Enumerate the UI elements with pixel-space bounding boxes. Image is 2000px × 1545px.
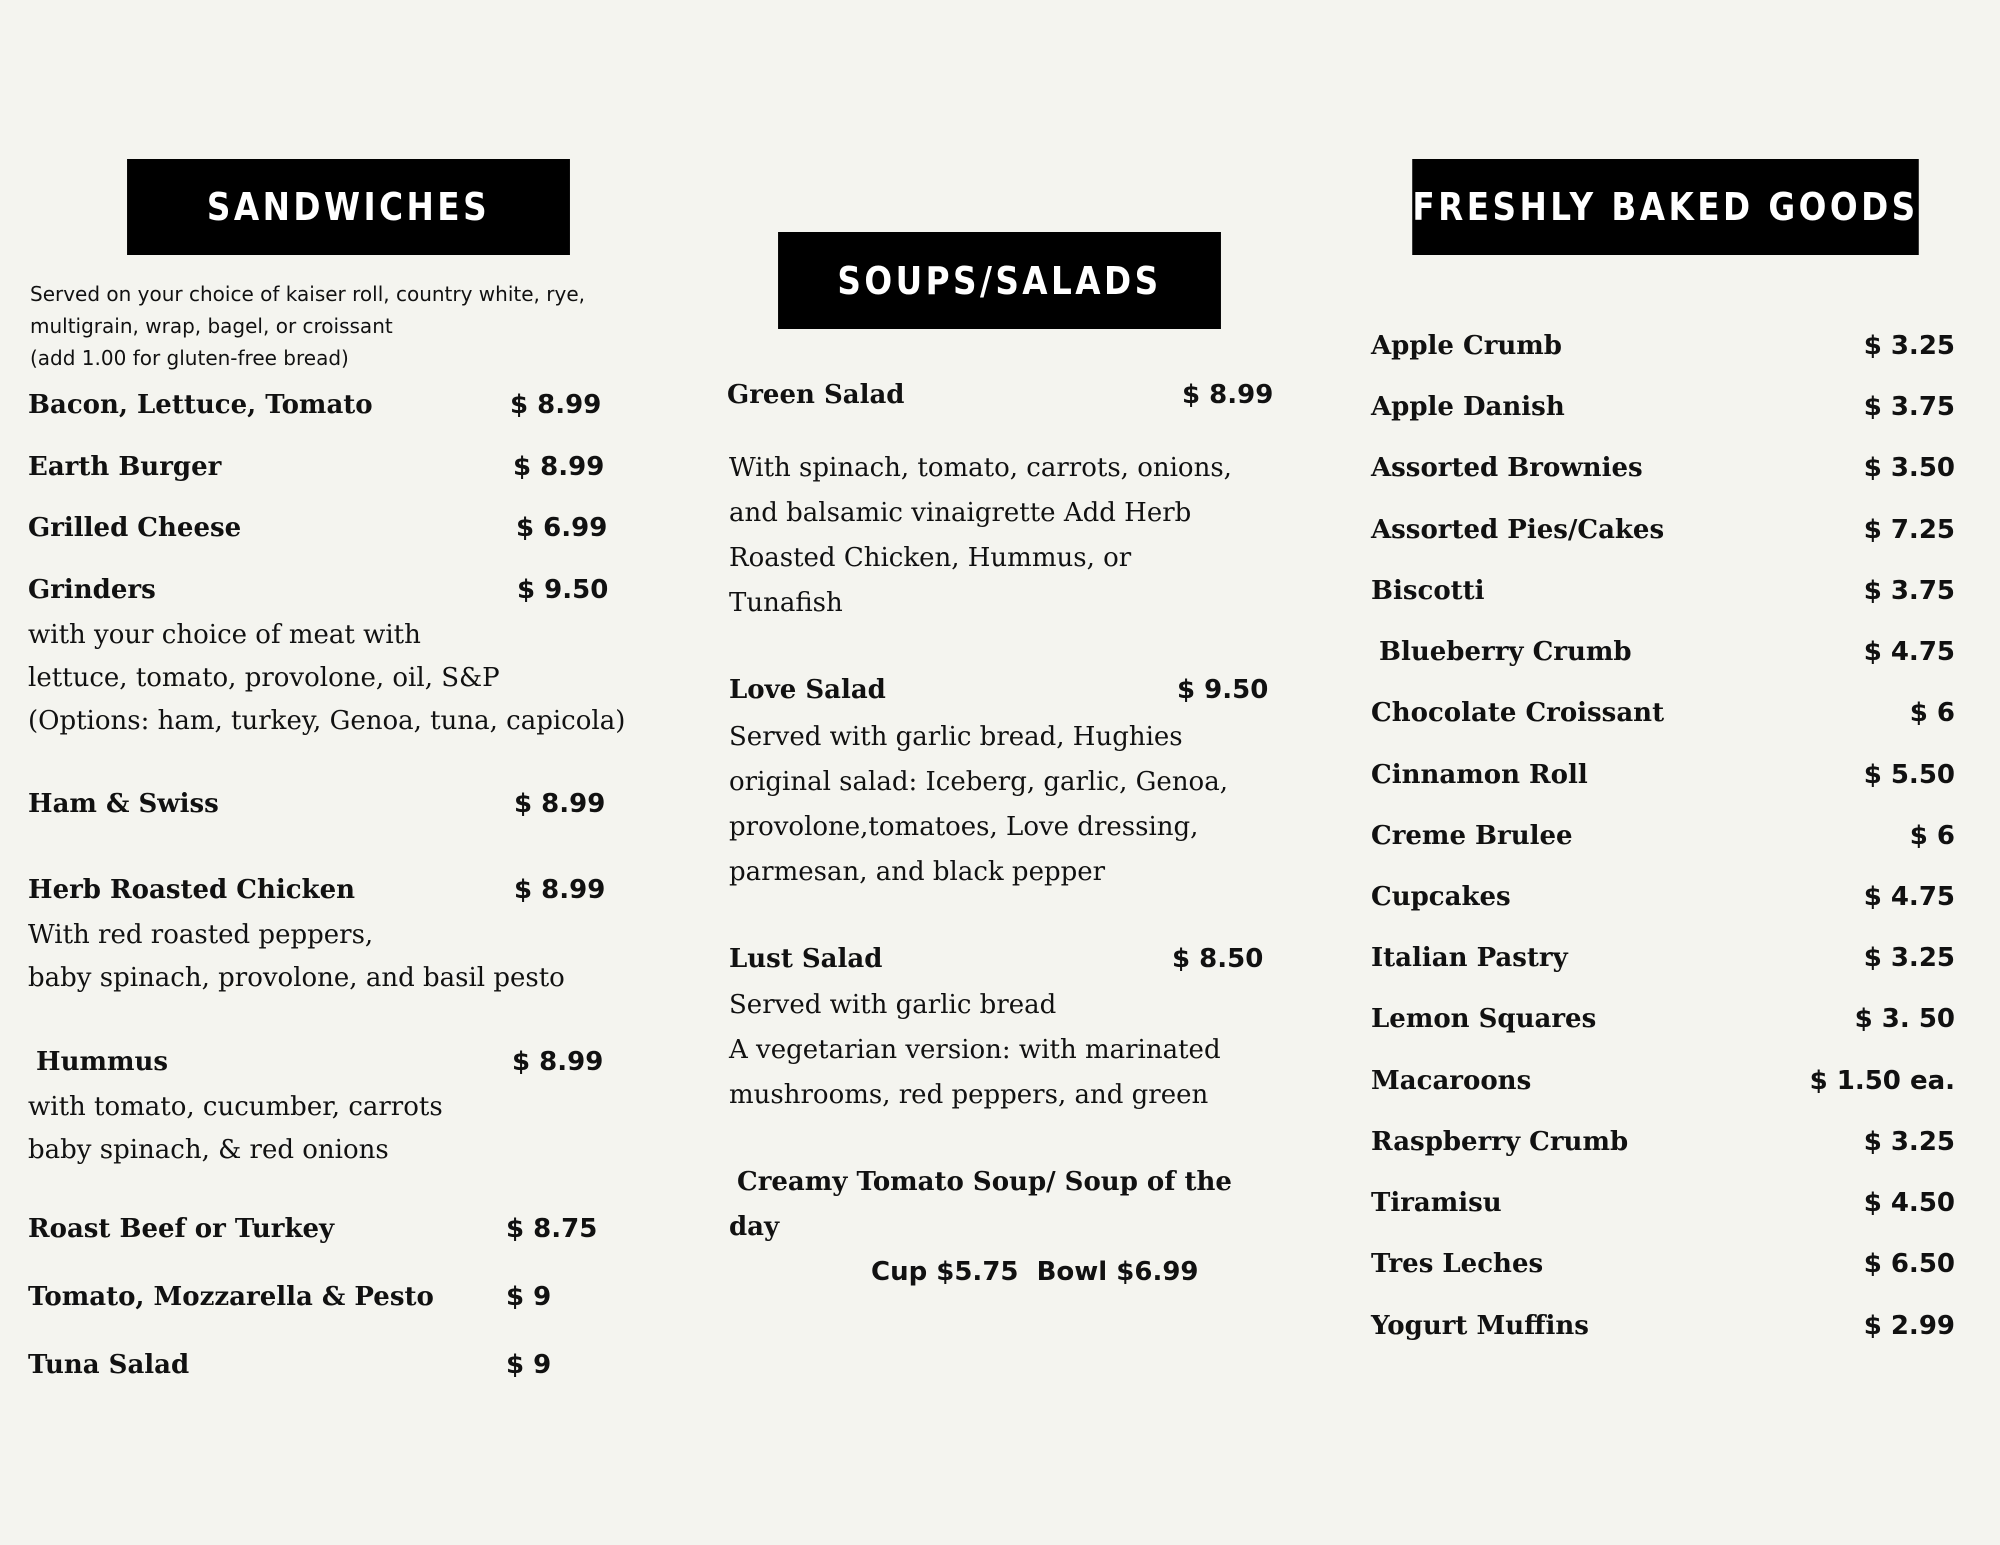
item-price: $ 8.99 <box>514 789 606 819</box>
item-price: $ 8.99 <box>512 1047 604 1077</box>
item-name: Raspberry Crumb <box>1371 1127 1629 1157</box>
item-description: With red roasted peppers, baby spinach, provolone, and basil pesto <box>28 920 565 993</box>
item-price: $ 9.50 <box>1177 675 1269 705</box>
item-description: With spinach, tomato, carrots, onions, and balsamic vinaigrette Add Herb Roasted Chicken, Hummus, or Tunafish <box>729 453 1232 618</box>
item-name: Tres Leches <box>1371 1249 1544 1279</box>
item-name: Earth Burger <box>28 452 222 482</box>
item-price: $ 3.25 <box>1863 943 1955 973</box>
item-name: Love Salad <box>729 675 886 705</box>
item-name: Apple Danish <box>1371 392 1565 422</box>
item-name: Apple Crumb <box>1371 331 1562 361</box>
item-description: Served with garlic bread A vegetarian version: with marinated mushrooms, red peppers, and green <box>729 990 1221 1110</box>
item-name: Biscotti <box>1371 576 1485 606</box>
item-price: $ 3.75 <box>1863 576 1955 606</box>
soup-title: day <box>729 1212 780 1242</box>
item-price: $ 4.75 <box>1863 637 1955 667</box>
item-description: Served with garlic bread, Hughies original salad: Iceberg, garlic, Genoa, provolone,tomatoes, Love dressing, parmesan, and black pepper <box>729 722 1228 887</box>
item-name: Grinders <box>28 575 156 605</box>
item-name: Ham & Swiss <box>28 789 219 819</box>
item-price: $ 8.75 <box>506 1214 598 1244</box>
item-price: $ 8.50 <box>1172 944 1264 974</box>
item-price: $ 8.99 <box>513 452 605 482</box>
item-name: Grilled Cheese <box>28 513 242 543</box>
soups-salads-header: SOUPS/SALADS <box>778 232 1221 329</box>
item-price: $ 6.99 <box>516 513 608 543</box>
item-name: Cupcakes <box>1371 882 1511 912</box>
item-price: $ 8.99 <box>514 875 606 905</box>
item-price: $ 9 <box>506 1282 552 1312</box>
item-name: Italian Pastry <box>1371 943 1568 973</box>
item-name: Lemon Squares <box>1371 1004 1597 1034</box>
item-price: $ 3. 50 <box>1854 1004 1955 1034</box>
item-price: $ 8.99 <box>510 390 602 420</box>
sandwiches-bread-note: Served on your choice of kaiser roll, country white, rye, multigrain, wrap, bagel, or croissant (add 1.00 for gluten-free bread) <box>30 282 585 370</box>
item-price: $ 4.50 <box>1863 1188 1955 1218</box>
item-name: Cinnamon Roll <box>1371 760 1588 790</box>
item-price: $ 5.50 <box>1863 760 1955 790</box>
item-price: $ 9 <box>506 1350 552 1380</box>
item-price: $ 3.25 <box>1863 331 1955 361</box>
item-price: $ 8.99 <box>1182 380 1274 410</box>
soup-title: Creamy Tomato Soup/ Soup of the <box>737 1167 1232 1197</box>
item-name: Creme Brulee <box>1371 821 1573 851</box>
item-name: Assorted Pies/Cakes <box>1371 515 1665 545</box>
item-price: $ 6.50 <box>1863 1249 1955 1279</box>
item-price: $ 3.25 <box>1863 1127 1955 1157</box>
item-price: $ 9.50 <box>517 575 609 605</box>
soup-prices: Cup $5.75 Bowl $6.99 <box>871 1257 1199 1287</box>
item-name: Tiramisu <box>1371 1188 1502 1218</box>
sandwiches-header: SANDWICHES <box>127 159 570 255</box>
item-name: Tomato, Mozzarella & Pesto <box>28 1282 434 1312</box>
item-price: $ 7.25 <box>1863 515 1955 545</box>
item-name: Green Salad <box>727 380 905 410</box>
item-name: Tuna Salad <box>28 1350 190 1380</box>
item-name: Bacon, Lettuce, Tomato <box>28 390 373 420</box>
item-name: Herb Roasted Chicken <box>28 875 356 905</box>
item-name: Chocolate Croissant <box>1371 698 1665 728</box>
item-price: $ 3.75 <box>1863 392 1955 422</box>
item-price: $ 4.75 <box>1863 882 1955 912</box>
item-price: $ 6 <box>1909 698 1955 728</box>
item-description: with your choice of meat with lettuce, tomato, provolone, oil, S&P (Options: ham, turkey, Genoa, tuna, capicola) <box>28 620 626 736</box>
item-price: $ 3.50 <box>1863 453 1955 483</box>
item-name: Hummus <box>36 1047 169 1077</box>
item-name: Blueberry Crumb <box>1379 637 1632 667</box>
item-description: with tomato, cucumber, carrots baby spinach, & red onions <box>28 1092 443 1165</box>
baked-goods-header: FRESHLY BAKED GOODS <box>1412 159 1919 255</box>
item-name: Lust Salad <box>729 944 883 974</box>
item-name: Roast Beef or Turkey <box>28 1214 335 1244</box>
item-price: $ 6 <box>1909 821 1955 851</box>
item-name: Macaroons <box>1371 1066 1532 1096</box>
item-price: $ 2.99 <box>1863 1311 1955 1341</box>
item-name: Yogurt Muffins <box>1371 1311 1589 1341</box>
item-name: Assorted Brownies <box>1371 453 1643 483</box>
item-price: $ 1.50 ea. <box>1809 1066 1955 1096</box>
